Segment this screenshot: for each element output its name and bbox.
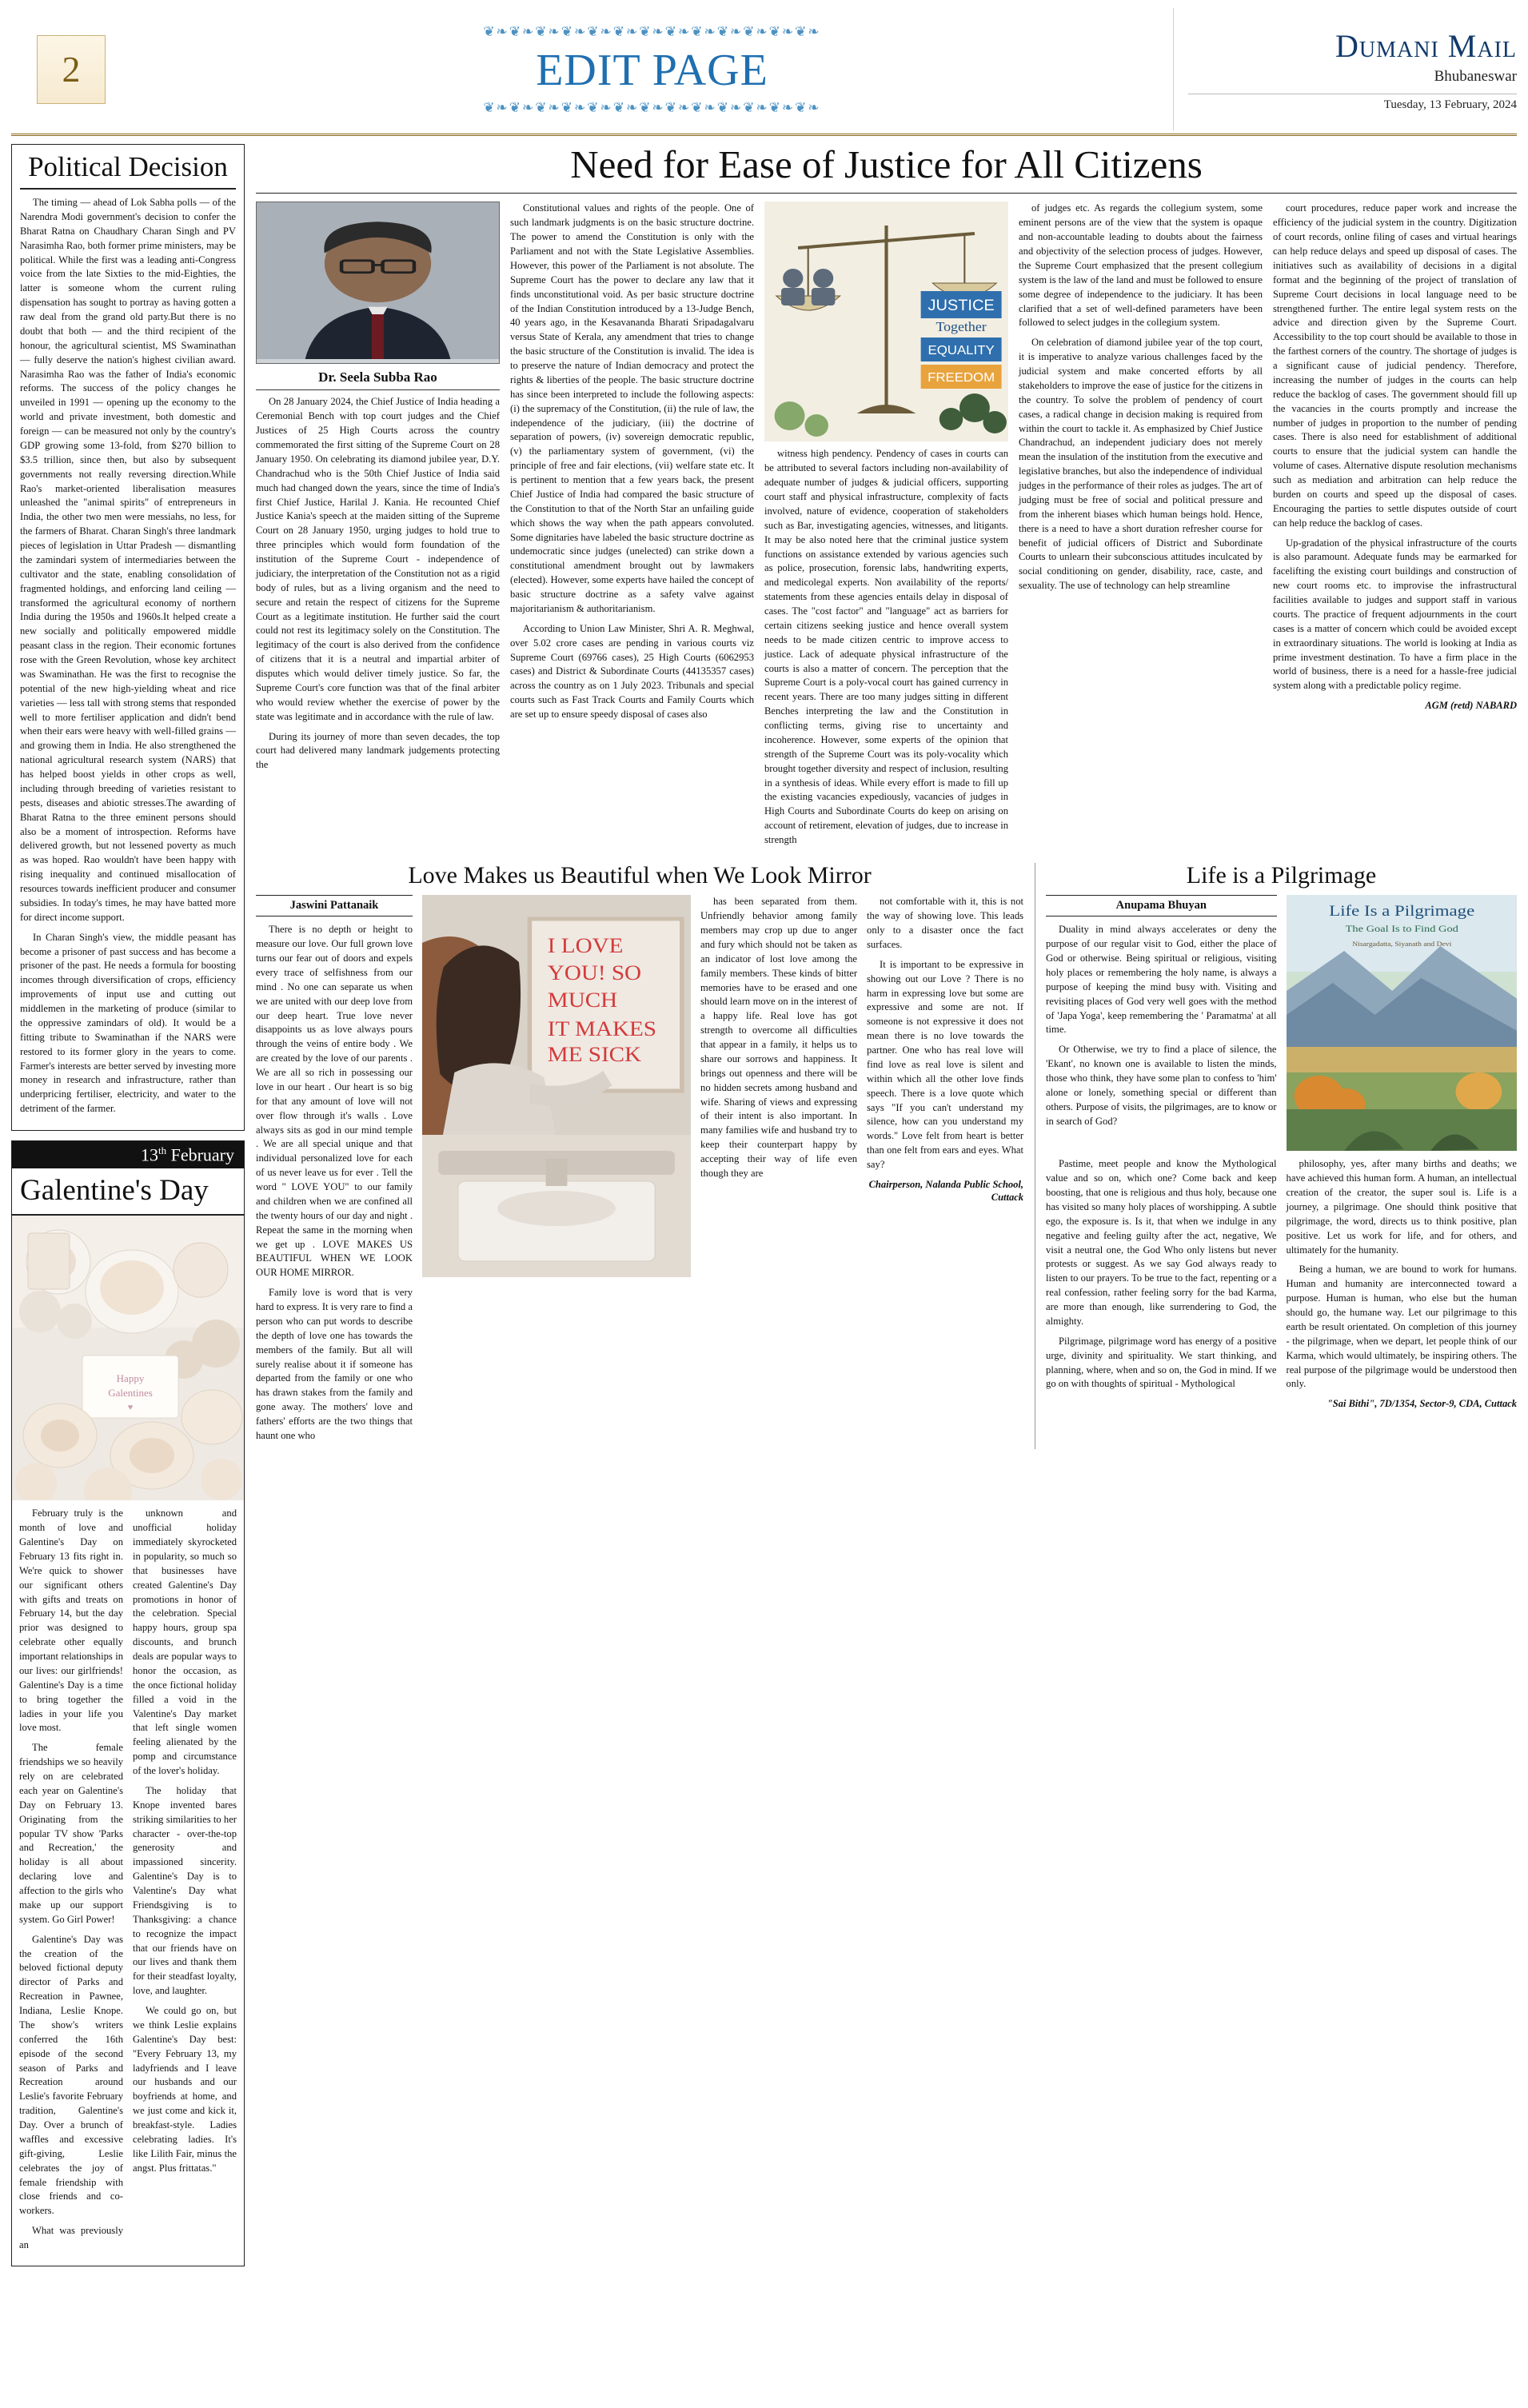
- svg-text:FREEDOM: FREEDOM: [928, 370, 995, 385]
- paper-name: Dumani Mail: [1335, 27, 1517, 64]
- mirror-credit: Chairperson, Nalanda Public School, Cuttack: [868, 1178, 1024, 1204]
- pilgrimage-body-grid: [1046, 895, 1517, 1151]
- lead-column-3-body: [764, 447, 1008, 848]
- mirror-column-3: [700, 895, 857, 1449]
- galentine-paragraph: What was previously an: [19, 2225, 123, 2251]
- pilgrimage-article: [1035, 863, 1517, 1449]
- editorial-box: [11, 144, 245, 1131]
- mirror-photo-illustration: [422, 895, 691, 1277]
- mirror-column-3-body: [700, 895, 857, 1181]
- paper-place: Bhubaneswar: [1434, 67, 1517, 85]
- galentine-paragraph: The female friendships we so heavily rely on are celebrated each year on Galentine's Day on February 13. Originating from the popular TV show 'Parks and Recreation,' the holiday is all about declaring love and affection to the girls who make up our support system. Go Girl Power!: [19, 1742, 123, 1925]
- masthead-center: [131, 8, 1173, 130]
- mirror-paragraph: not comfortable with it, this is not the way of showing love. This leads only to a disaster once the fact surfaces.: [867, 896, 1024, 950]
- svg-text:♥: ♥: [127, 1403, 134, 1413]
- lead-byline: AGM (retd) NABARD: [1425, 700, 1517, 712]
- galentine-columns: [19, 1507, 237, 2258]
- masthead: [11, 8, 1517, 136]
- justice-illustration: [764, 202, 1008, 441]
- editorial-title: Political Decision: [20, 151, 236, 190]
- lead-column-1-body: [256, 395, 500, 773]
- left-column: [11, 144, 245, 2266]
- pilgrimage-paragraph: Being a human, we are bound to work for humans. Human and humanity are interconnected toward a purpose. Human is human, who else but the human should go, the humane way. Let our pilgrimage to this earth be result orientated. On completion of this journey - the pilgrimage, when we depart, let people think of our Karma, which would ultimately, be inspiring others. The real purpose of the pilgrimage would be understood then only.: [1286, 1264, 1517, 1390]
- svg-text:EQUALITY: EQUALITY: [928, 343, 995, 358]
- galentine-paragraph: We could go on, but we think Leslie explains Galentine's Day best: "Every February 13, my ladyfriends and I leave our husbands and our boyfriends at home, and we just come and kick it, breakfast-style. Ladies celebrating ladies. It's like Lilith Fair, minus the angst. Plus frittatas.": [133, 2005, 237, 2174]
- page-number: 2: [37, 35, 106, 104]
- editorial-paragraph: The timing — ahead of Lok Sabha polls — of the Narendra Modi government's decision to confer the Bharat Ratna on Chaudhary Charan Singh and PV Narasimha Rao, both former prime ministers, may be political. While the first was a leading anti-Congress voice from the late Sixties to the mid-Eighties, the latter is someone whom the current ruling dispensation has sought to portray as having gotten a raw deal from the grand old party.But there is no doubt that both — and the third recipient of the honour, the agricultural scientist, MS Swaminathan — fully deserve the nation's highest civilian award. Narasimha Rao was the father of India's economic reforms. The success of the policy changes he unveiled in 1991 — opening up the economy to the world and private investment, both domestic and foreign — can be measured not only by the country's GDP growing some 13-fold, from $270 billion to $3.5 trillion, since then, but also by subsequent governments not really reversing direction.While Rao's market-oriented liberalisation measures unleashed the "animal spirits" of entrepreneurs in India, the other two men were messiahs, no less, for the farmers of Bharat. Charan Singh's three landmark pieces of legislation in Uttar Pradesh — dismantling the zamindari system of intermediaries between the cultivator and the state, enabling consolidation of fragmented holdings, and enforcing land ceiling — transformed the agricultural economy of northern India during the 1950s and 1960s.It helped create a new socially and politically empowered middle peasant class in the region. Their economic fortunes rose with the Green Revolution, whose key architect was Swaminathan. He was the first to recognise the potential of the new high-yielding wheat and rice varieties — less tall with strong stems that responded well to more fertiliser application and didn't bend when their ears were heavy with well-filled grains — and growing them in India. He also strengthened the national agricultural research system (NARS) that has helped boost yields in other crops as well, including through breeding of varieties resistant to pests, diseases and abiotic stresses.The awarding of Bharat Ratna to the three eminent persons should also be a moment of introspection. Reforms have delivered growth, but not lessened poverty as much as was hoped. Rao wouldn't have been happy with rising inequality and continued misallocation of resources towards inefficient producer and consumer subsidies. In today's times, he may have batted more for direct income support.: [20, 197, 236, 923]
- mirror-image: [422, 895, 691, 1277]
- paper-date: Tuesday, 13 February, 2024: [1188, 94, 1517, 112]
- lead-paragraph: On 28 January 2024, the Chief Justice of India heading a Ceremonial Bench with top court judges and the Chief Justices of 25 High Courts across the country commemorated the first sitting of the Supreme Court on 28 January 1950. On celebrating its diamond jubilee year, D.Y. Chandrachud who is the 50th Chief Justice of India said much had changed down the years, since the time of India's first Chief Justice, Harilal J. Kania. He recounted Chief Justice Kania's speech at the maiden sitting of the Supreme Court on 28 January 1950, urging judges to hold true to three principles which would form foundation of the institution of the Supreme Court - independence of judiciary, the interpretation of the Constitution not as a rigid body of rules, but as a living organism and the need to secure and retain the respect of citizens for the Supreme Court as a legitimate institution. He further said the court could not rest its legitimacy solely on the Constitution. The legitimacy of the court is also derived from the confidence of citizens that it is a neutral and impartial arbiter of disputes which would deliver timely justice. So far, the Supreme Court's core function was that of the final arbiter who would review whether the exercise of power by the state was legitimate and in accordance with the rule of law.: [256, 396, 500, 722]
- galentine-paragraph: February truly is the month of love and Galentine's Day on February 13 fits right in. We're quick to shower our significant others with gifts and treats on February 14, but the day prior was designed to celebrate other equally important relationships in our lives: our girlfriends! Galentine's Day is a time to bring together the ladies in your life you love most.: [19, 1507, 123, 1734]
- lead-paragraph: of judges etc. As regards the collegium system, some eminent persons are of the view that the system is opaque and non-accountable leading to doubts about the fairness and objectivity of the selection process of judges. However, the Supreme Court emphasized that the present collegium system is the law of the land and must be followed to ensure some degree of independence to the judiciary. It has been clarified that a set of well-defined parameters have been followed to select judges in the collegium system.: [1019, 202, 1263, 329]
- valentine-table-illustration: [12, 1216, 244, 1500]
- pilgrimage-column-4-body: [1287, 1157, 1517, 1392]
- lead-column-4: [1019, 202, 1263, 853]
- right-column: [256, 144, 1517, 2266]
- mirror-paragraph: has been separated from them. Unfriendly behavior among family members may crop up due to anger and fury which should not be taken as an indicator of lost love among the family members. These kinds of bitter memories have to be erased and one should learn move on in the interest of a happy life. Real love has got strength to overcome all difficulties that appear in a family, it helps us to share our sorrows and happiness. It brings out openness and there will be no hidden secrets among husband and wife. Sharing of views and expressing of their intent is also important. In many families wife and husband try to keep their counterpart happy by accepting their way of life even though they are: [700, 896, 858, 1179]
- lead-paragraph: On celebration of diamond jubilee year of the top court, it is imperative to analyze various challenges faced by the judicial system and make concerted efforts by all stakeholders to improve the ease of justice for the citizens in the country. To solve the problem of pendency of court cases, a radical change in decision making is required from within the court to tackle it. As emphasized by Chief Justice Chandrachud, an independent judiciary does not merely mean the insulation of the institution from the executive and legislative branches, but also the independence of individual judges in the performance of their roles as judges. The art of judging must be free of social and political pressure and from the inherent biases which human beings hold. Hence, there is a need to have a short duration refresher course for benefit of judicial officers of District and Subordinate Courts to unlearn their subconscious attitudes inculcated by social conditioning on gender, disability, race, caste, and sexuality. The use of technology can help streamline: [1019, 337, 1263, 592]
- galentine-date-band: [12, 1141, 244, 1168]
- ornament-bottom: ❦❧❦❧❦❧❦❧❦❧❦❧❦❧❦❧❦❧❦❧❦❧❦❧❦❧: [483, 100, 821, 114]
- pilgrimage-paragraph: philosophy, yes, after many births and deaths; we have achieved this human form. A human, an intellectual creation of the creator, the super soul is. Life is a journey, a pilgrimage. One should think positive that pilgrimage, the word, directs us to think positive, plan positive. Let us work for life, and for others, and ultimately for the humanity.: [1286, 1158, 1517, 1256]
- lead-paragraph: During its journey of more than seven decades, the top court had delivered many landmark judgements protecting the: [256, 730, 500, 771]
- lead-column-3: [764, 202, 1008, 853]
- lead-author-name: Dr. Seela Subba Rao: [256, 369, 500, 390]
- svg-text:Together: Together: [936, 318, 987, 335]
- pilgrimage-column-1: [1046, 895, 1276, 1151]
- mirror-column-1: [256, 895, 413, 1449]
- svg-text:I LOVE: I LOVE: [547, 933, 624, 957]
- pilgrimage-column-4: [1287, 1157, 1517, 1410]
- galentine-title: Galentine's Day: [12, 1168, 244, 1216]
- lead-headline: Need for Ease of Justice for All Citizens: [570, 142, 1203, 186]
- mirror-title: Love Makes us Beautiful when We Look Mirror: [408, 861, 872, 889]
- galentine-date-month: February: [170, 1144, 234, 1165]
- author-portrait-illustration: [257, 202, 499, 359]
- svg-text:Life Is a Pilgrimage: Life Is a Pilgrimage: [1328, 902, 1474, 920]
- ornament-top: ❦❧❦❧❦❧❦❧❦❧❦❧❦❧❦❧❦❧❦❧❦❧❦❧❦❧: [483, 24, 821, 38]
- lead-paragraph: Up-gradation of the physical infrastructure of the courts is also paramount. Adequate funds may be earmarked for facelifting the existing court buildings and construction of new court rooms etc. to improvise the infrastructural facilities available to judges and support staff in various courts. The practice of frequent adjournments in the court cases is a matter of concern which could be avoided except in extraordinary situations. The world is looking at India as prime investment destination. To have a firm place in the world of business, there is a need for a hassle-free judicial system along with a predictable policy regime.: [1273, 537, 1517, 692]
- galentine-paragraph: The holiday that Knope invented bares striking similarities to her character - over-the-top generosity and impassioned sincerity. Galentine's Day is to Valentine's Day what Friendsgiving is to Thanksgiving: a chance to recognize the impact that our friends have on our lives and thank them for their steadfast loyalty, love, and laughter.: [133, 1784, 237, 1997]
- bottom-section: [256, 863, 1517, 1449]
- editorial-body: [20, 196, 236, 1116]
- pilgrimage-image: [1287, 895, 1517, 1151]
- lead-paragraph: According to Union Law Minister, Shri A. R. Meghwal, over 5.02 crore cases are pending in various courts viz Supreme Court (69766 cases), 25 High Courts (6062953 cases) and District & Subordinate Courts (44135357 cases) across the country as on 1 July 2023. Tribunals and special courts such as Fast Track Courts and Family Courts which are set up to ensure speedy disposal of cases also: [510, 622, 754, 721]
- pilgrimage-paragraph: Or Otherwise, we try to find a place of silence, the 'Ekant', no known one is available to listen the minds, those who think, they have some plan to confess to 'him' alone or lonely, something special or different than others. Purpose of visits, the pilgrimages, are to know or in search of God?: [1046, 1044, 1277, 1127]
- galentine-image: [12, 1216, 244, 1500]
- galentine-date-number: 13: [140, 1144, 158, 1165]
- section-title: EDIT PAGE: [536, 45, 768, 95]
- galentine-paragraph: Galentine's Day was the creation of the beloved fictional deputy director of Parks and Recreation in Pawnee, Indiana, Leslie Knope. The show's writers conferred the 16th episode of the second season of Parks and Recreation around Leslie's favorite February tradition, Galentine's Day. Over a brunch of waffles and excessive gift-giving, Leslie celebrates the joy of female friendship with close friends and co-workers.: [19, 1933, 123, 2217]
- mirror-article: [256, 863, 1023, 1449]
- main-grid: [11, 144, 1517, 2266]
- mirror-author: Jaswini Pattanaik: [256, 895, 413, 916]
- pilgrimage-paragraph: Duality in mind always accelerates or deny the purpose of our regular visit to God, either the place of God or otherwise. Being spiritual or religious, visiting holy places or remembering the holy name, is always a purpose of keeping the mind busy with. Visiting and revisiting places of God very well goes with the method of 'Japa Yoga', keep remembering the ' Paramatma' at all time.: [1046, 924, 1277, 1036]
- lead-paragraph: witness high pendency. Pendency of cases in courts can be attributed to several factors including non-availability of adequate number of judges & judicial officers, supporting court staff and physical infrastructure, complexity of facts involved, nature of evidence, cooperation of stakeholders such as Bar, investigating agencies, witnesses, and litigants. It may be also noted here that the criminal justice system functions on assistance extended by various agencies such as police, prosecution, forensic labs, handwriting experts, and medicolegal experts. Non availability of the reports/ statements from these agencies entails delay in disposal of cases. The "cost factor" and "language" act as barriers for certain citizens seeking justice and hence overall system needs to be made citizen centric to improve access to justice. Lack of adequate physical infrastructure of the courts is also a matter of concern. The perception that the Supreme Court is a poly-vocal court has gained currency in recent years. There are too many judges sitting in different Benches interpreting the law and the Constitution in conflicting terms, giving rise to uncertainty and incoherence. However, some experts of the opinion that strength of the Supreme Court was its poly-vocality which brought together diversity and respect of inclusion, resulting in a synthesis of ideas. While every effort is made to fill up the existing vacancies expediously, vacancies of judges in High Courts and Subordinate Courts do keep on arising on account of retirement, elevation of judges, due to increase in strength: [764, 448, 1008, 846]
- svg-text:Happy: Happy: [116, 1372, 145, 1385]
- pilgrimage-author: Anupama Bhuyan: [1046, 895, 1276, 916]
- pilgrimage-column-3-body: [1046, 1157, 1276, 1392]
- lead-column-5: [1273, 202, 1517, 853]
- galentine-date-ordinal: th: [158, 1144, 167, 1156]
- pilgrimage-column-3: [1046, 1157, 1276, 1410]
- svg-text:The Goal Is to Find God: The Goal Is to Find God: [1345, 923, 1458, 935]
- pilgrimage-column-1-body: [1046, 923, 1276, 1128]
- svg-text:MUCH: MUCH: [547, 988, 618, 1012]
- masthead-right: [1173, 8, 1517, 130]
- svg-text:YOU! SO: YOU! SO: [547, 960, 642, 984]
- lead-column-1: [256, 202, 500, 853]
- mirror-column-2: [422, 895, 691, 1449]
- pilgrimage-column-2: [1287, 895, 1517, 1151]
- svg-text:ME SICK: ME SICK: [547, 1042, 642, 1066]
- pilgrimage-lower-grid: [1046, 1157, 1517, 1410]
- mirror-paragraph: There is no depth or height to measure our love. Our full grown love turns our fear out of doors and expels every trace of selfishness from our mind . No one can separate us when we are united with our deep love from our deep heart. True love never disappoints us as love always pours through the veins of entire body . We are created by the love of our parents . We are all so rich in possessing our love in our heart . Our heart is so big for that any amount of love will not over flow through it's walls . Love always sits as god in our mind temple . We are all special unique and that individual personalized love for each of us never leave us for ever . Tell the word " LOVE YOU" to our family and children when we are confined all the twenty hours of our day and night . Repeat the same in the morning when we get up . LOVE MAKES US BEAUTIFUL WHEN WE LOOK OUR HOME MIRROR.: [256, 924, 413, 1279]
- galentine-paragraph: unknown and unofficial holiday immediately skyrocketed in popularity, so much so that businesses have created Galentine's Day promotions in honor of the celebration. Special happy hours, group spa discounts, and brunch deals are popular ways to honor the occasion, as the once fictional holiday filled a void in the Valentine's Day market that left single women feeling alienated by the pomp and circumstance of the lover's holiday.: [133, 1507, 237, 1777]
- svg-text:Galentines: Galentines: [108, 1387, 153, 1400]
- scales-of-justice-illustration: [764, 202, 1008, 441]
- headline-rule: [256, 193, 1517, 194]
- masthead-left: [11, 8, 131, 130]
- editorial-paragraph: In Charan Singh's view, the middle peasant has become a prisoner of past success and has become a prisoner of the past. He needs a formula for boosting incomes through diversification of crops, efficiency improvements of input use and cutting out middlemen in the marketing of produce (similar to the oppressive zamindars of old). It would be a fitting tribute to Swaminathan if the NARS were restored to its former glory in the years to come. Farmer's interests are better served by investing more money in research and infrastructure, rather than underpricing fertiliser, electricity, and water to the detriment of the farmer.: [20, 931, 236, 1115]
- galentine-section: [11, 1140, 245, 2266]
- svg-text:IT MAKES: IT MAKES: [547, 1016, 656, 1040]
- svg-text:Nisargadatta, Siyanath and Dev: Nisargadatta, Siyanath and Devi: [1351, 940, 1451, 948]
- pilgrimage-credit: "Sai Bithi", 7D/1354, Sector-9, CDA, Cuttack: [1327, 1398, 1517, 1410]
- pilgrimage-paragraph: Pilgrimage, pilgrimage word has energy of a positive urge, divinity and spirituality. We start thinking, and planning, where, when and so on, the God in mind. If we go on with thoughts of spiritual - Mythological: [1046, 1335, 1277, 1390]
- mirror-column-4-body: [867, 895, 1023, 1172]
- lead-paragraph: Constitutional values and rights of the people. One of such landmark judgments is on the basic structure doctrine. The power to amend the Constitution is only with the Parliament and not with the State Legislative Assemblies. However, this power of the Parliament is not absolute. The Supreme Court has the power to declare any law that it finds unconstitutional void. As per basic structure doctrine of the Indian Constitution introduced by a 13-Judge Bench, 40 years ago, in the Kesavananda Bharati Sripadagalvaru versus State of Kerala, any amendment that tries to change the basic structure of the Constitution is invalid. The idea is to preserve the nature of Indian democracy and protect the rights & liberties of the people. The basic structure doctrine has since been interpreted to include the following aspects: (i) the supremacy of the Constitution, (ii) the rule of law, the independence of the judiciary, (iii) the doctrine of separation of powers, (iv) sovereign democratic republic, (v) the parliamentary system of government, (vi) the principle of free and fair elections, (vii) welfare state etc. It is pertinent to mention that a few years back, the present Chief Justice of India had compared the basic structure of the Constitution to that of the North Star an unfailing guide which shows the way when the path appears convoluted. Some dignitaries have labeled the basic structure doctrine as undemocratic since judges (unelected) can strike down a constitutional amendment brought out by lawmakers (elected). However, some experts have hailed the concept of basic structure doctrine as a safety valve against majoritarianism & authoritarianism.: [510, 202, 754, 614]
- mirror-column-4: [867, 895, 1023, 1449]
- lead-paragraph: court procedures, reduce paper work and increase the efficiency of the judicial system in the country. Digitization of court records, online filing of cases and virtual hearings can help reduce delays and speed up disposal of cases. The initiatives such as availability of decisions in a digital format and the beginning of the project of translation of Supreme Court decisions in local language need to be strengthened further. The entire legal system rests on the advice and direction given by the Supreme Court. Accessibility to the top court should be available to those in the farthest corners of the country. The shortage of judges is a significant cause of judicial pendency. Therefore, increasing the number of judges in the courts can help reduce the backlog of cases. The government should fill up the vacancies in the courts promptly and increase the number of judges in proportion to the number of pending cases. There is also need for establishment of additional courts to ensure that the judicial system can handle the volume of cases. Alternative dispute resolution mechanisms such as mediation and arbitration can help reduce the burden on courts and speed up the disposal of cases. Encouraging the parties to settle disputes outside of court can help reduce the backlog of cases.: [1273, 202, 1517, 529]
- pilgrimage-paragraph: Pastime, meet people and know the Mythological value and so on, which one? Come back and keep boosting, that one is religious and thus holy, because one has visited so many holy places of worshipping. A subtle ego, the exposure is. Is it, that when we indulge in any negative and feeling guilty after the act, negative, We visit a neutral one, the God Who only listens but never protests or suggest. As we say God always ready to listen to our prayers. To be true to the fact, repenting or a real confession, rather feeling sorry for the bad Karma, are more than enough, like surrendering to God, the almighty.: [1046, 1158, 1277, 1327]
- mirror-paragraph: It is important to be expressive in showing out our Love ? There is no harm in expressing love but some are expressive and some are not. If someone is not expressive it does not mean there is no love towards the partner. One who has real love will find love as real love is silent and within which all the other love finds speech. There is a love quote which says "If you can't understand my silence, how can you understand my words." Love felt from heart is better than one felt from ears and eyes. What say?: [867, 958, 1024, 1171]
- pilgrimage-title: Life is a Pilgrimage: [1186, 861, 1377, 889]
- mirror-body-grid: [256, 895, 1023, 1449]
- lead-column-2: [510, 202, 754, 853]
- galentine-column-1: [19, 1507, 123, 2258]
- lead-article-columns: [256, 202, 1517, 853]
- pilgrimage-book-cover-illustration: [1287, 895, 1517, 1151]
- mirror-paragraph: Family love is word that is very hard to express. It is very rare to find a person who can put words to describe the depth of love one has towards the members of the family. But all will surely realise about it if someone has departed from the family or one who has drawn stakes from the family and gone away. The mothers' love and fathers' efforts are the two things that haunt one who: [256, 1287, 413, 1441]
- mirror-column-1-body: [256, 923, 413, 1444]
- galentine-column-2: [133, 1507, 237, 2258]
- svg-text:JUSTICE: JUSTICE: [928, 297, 995, 315]
- author-photo: [256, 202, 500, 364]
